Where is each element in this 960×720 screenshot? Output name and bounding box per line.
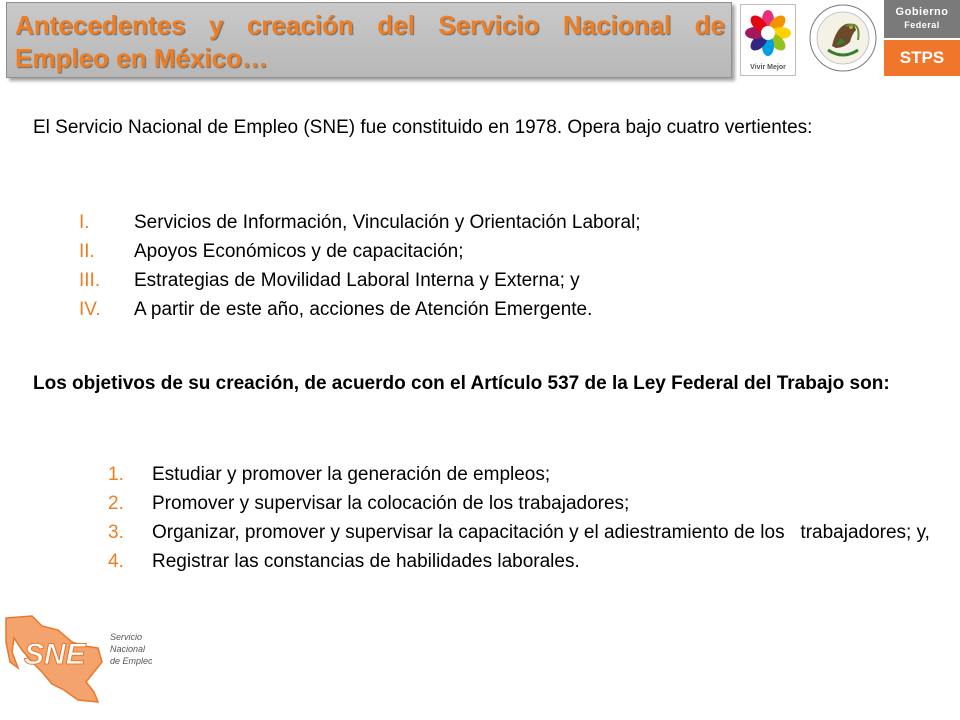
objetivos-section — [33, 460, 942, 576]
list-item — [33, 489, 942, 518]
objetivos-heading: Los objetivos de su creación, de acuerdo con el Artículo 537 de la Ley Federal del Trabajo son: — [33, 373, 890, 394]
objetivos-list — [33, 460, 942, 576]
list-marker: 1. — [108, 464, 124, 485]
list-item-text: A partir de este año, acciones de Atención Emergente. — [134, 299, 593, 320]
list-item — [33, 237, 942, 266]
mexico-map-icon — [2, 612, 152, 704]
flower-icon — [741, 5, 795, 61]
list-item-text: Promover y supervisar la colocación de los trabajadores; — [152, 493, 630, 514]
eagle-icon — [806, 0, 880, 76]
sne-line1: Servicio — [110, 632, 143, 642]
objetivos-heading-section — [33, 369, 942, 398]
list-item-text: Registrar las constancias de habilidades laborales. — [152, 551, 580, 572]
list-item-text: Organizar, promover y supervisar la capacitación y el adiestramiento de los trabajadores; y, — [152, 522, 930, 543]
vertientes-list — [33, 208, 942, 324]
federal-label: Federal — [904, 20, 940, 30]
intro-text: El Servicio Nacional de Empleo (SNE) fue constituido en 1978. Opera bajo cuatro vertientes: — [33, 117, 813, 138]
list-marker: I. — [79, 212, 90, 233]
vivir-mejor-logo — [740, 4, 796, 76]
list-marker: 3. — [108, 522, 124, 543]
list-marker: 4. — [108, 551, 124, 572]
sne-acronym: SNE — [24, 638, 86, 671]
list-item — [33, 266, 942, 295]
list-item — [33, 295, 942, 324]
gobierno-federal-block — [884, 0, 960, 38]
list-item-text: Servicios de Información, Vinculación y Orientación Laboral; — [134, 212, 641, 233]
title-banner — [6, 2, 732, 78]
list-item — [33, 208, 942, 237]
stps-label: STPS — [899, 48, 945, 67]
list-item — [33, 518, 942, 547]
intro-section — [33, 113, 942, 142]
gobierno-label: Gobierno — [895, 6, 949, 18]
sne-line2: Nacional — [110, 644, 146, 654]
list-item-text: Estrategias de Movilidad Laboral Interna y Externa; y — [134, 270, 580, 291]
list-item — [33, 547, 942, 576]
list-item — [33, 460, 942, 489]
vivir-mejor-caption: Vivir Mejor — [750, 64, 786, 71]
gobierno-federal-stps-logo — [884, 0, 960, 76]
list-marker: II. — [79, 241, 95, 262]
list-marker: IV. — [79, 299, 101, 320]
list-marker: III. — [79, 270, 101, 291]
list-item-text: Estudiar y promover la generación de empleos; — [152, 464, 551, 485]
sne-logo — [2, 612, 152, 704]
sne-line3: de Empleo — [110, 656, 152, 666]
stps-block — [884, 40, 960, 76]
vertientes-section — [33, 208, 942, 324]
list-item-text: Apoyos Económicos y de capacitación; — [134, 241, 464, 262]
list-marker: 2. — [108, 493, 124, 514]
coat-of-arms-logo — [806, 0, 880, 76]
page-title: Antecedentes y creación del Servicio Nacional de Empleo en México… — [15, 10, 725, 73]
